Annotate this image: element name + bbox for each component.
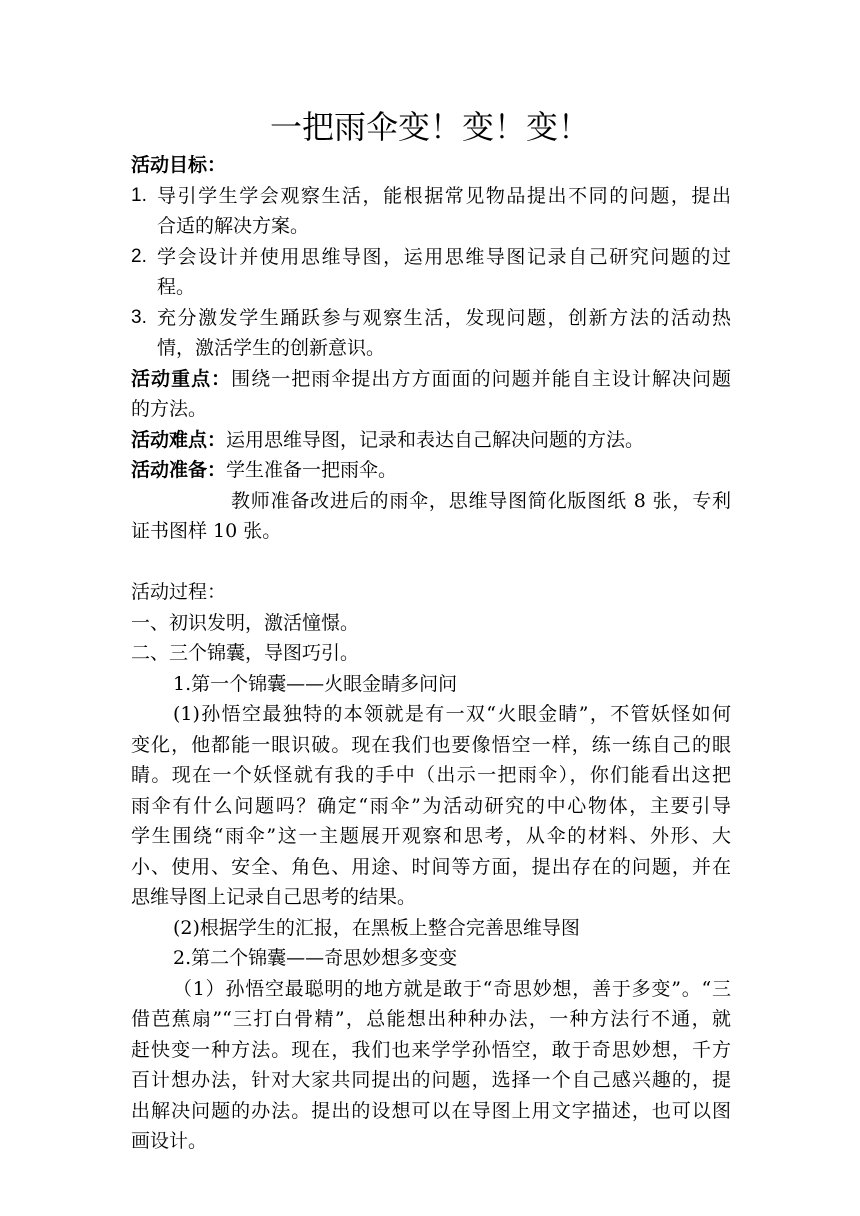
bag-title: 1.第一个锦囊——火眼金睛多问问 — [173, 672, 458, 695]
objective-line: 情，激活学生的创新意识。 — [157, 337, 386, 359]
preparation-teacher-continuation: 证书图样 10 张。 — [131, 520, 282, 542]
objective-line: 合适的解决方案。 — [157, 215, 310, 237]
paragraph-line: (1)孙悟空最独特的本领就是有一双“火眼金睛”，不管妖怪如何 — [173, 703, 731, 725]
preparation-student: 学生准备一把雨伞。 — [226, 459, 398, 481]
paragraph-line: 百计想办法，针对大家共同提出的问题，选择一个自己感兴趣的，提 — [131, 1069, 731, 1091]
preparation-label: 活动准备： — [131, 459, 227, 481]
paragraph-line: 睛。现在一个妖怪就有我的手中（出示一把雨伞），你们能看出这把 — [131, 764, 731, 786]
difficulty-label: 活动难点： — [131, 428, 227, 451]
process-step: 一、初识发明，激活憧憬。 — [131, 611, 360, 634]
paragraph-line: 出解决问题的办法。提出的设想可以在导图上用文字描述，也可以图 — [131, 1099, 731, 1122]
objective-line: 导引学生学会观察生活，能根据常见物品提出不同的问题，提出 — [157, 184, 731, 207]
process-heading: 活动过程： — [131, 581, 227, 603]
paragraph-line: 画设计。 — [131, 1130, 208, 1152]
process-step: 二、三个锦囊，导图巧引。 — [131, 642, 360, 664]
paragraph-line: 借芭蕉扇”“三打白骨精”，总能想出种种办法，一种方法行不通，就 — [131, 1008, 731, 1030]
objectives-heading: 活动目标： — [131, 154, 227, 176]
document-title: 一把雨伞变！变！变！ — [269, 108, 590, 146]
blank-line — [131, 547, 731, 578]
key-point-line — [131, 364, 731, 395]
paragraph-line: 雨伞有什么问题吗？确定“雨伞”为活动研究的中心物体，主要引导 — [131, 794, 731, 817]
list-number: 2. — [131, 245, 147, 267]
bag-title: 2.第二个锦囊——奇思妙想多变变 — [173, 947, 458, 969]
difficulty-text: 运用思维导图，记录和表达自己解决问题的方法。 — [226, 428, 645, 451]
paragraph-line: 赶快变一种方法。现在，我们也来学学孙悟空，敢于奇思妙想，千方 — [131, 1038, 731, 1061]
key-point-continuation: 的方法。 — [131, 398, 208, 420]
list-number: 1. — [131, 184, 147, 206]
preparation-teacher: 教师准备改进后的雨伞，思维导图简化版图纸 8 张，专利 — [231, 489, 731, 512]
paragraph-line: (2)根据学生的汇报，在黑板上整合完善思维导图 — [173, 916, 580, 939]
objective-item — [131, 181, 731, 242]
difficulty-line — [131, 425, 731, 456]
paragraph-line: 学生围绕“雨伞”这一主题展开观察和思考，从伞的材料、外形、大 — [131, 825, 731, 847]
objective-item — [131, 303, 731, 364]
list-number: 3. — [131, 306, 147, 328]
paragraph-line: 思维导图上记录自己思考的结果。 — [131, 886, 417, 908]
preparation-line — [131, 455, 731, 486]
objective-line: 程。 — [157, 276, 196, 298]
paragraph-line: 变化，他都能一眼识破。现在我们也要像悟空一样，练一练自己的眼 — [131, 733, 731, 756]
objective-line: 学会设计并使用思维导图，运用思维导图记录自己研究问题的过 — [157, 245, 731, 268]
paragraph-line: （1）孙悟空最聪明的地方就是敢于“奇思妙想，善于多变”。“三 — [173, 977, 731, 1000]
key-point-label: 活动重点： — [131, 367, 232, 390]
key-point-text: 围绕一把雨伞提出方方面面的问题并能自主设计解决问题 — [231, 367, 731, 390]
objective-line: 充分激发学生踊跃参与观察生活，发现问题，创新方法的活动热 — [157, 306, 731, 329]
document-body — [131, 150, 731, 1157]
objective-item — [131, 242, 731, 303]
paragraph-line: 小、使用、安全、角色、用途、时间等方面，提出存在的问题，并在 — [131, 855, 731, 878]
